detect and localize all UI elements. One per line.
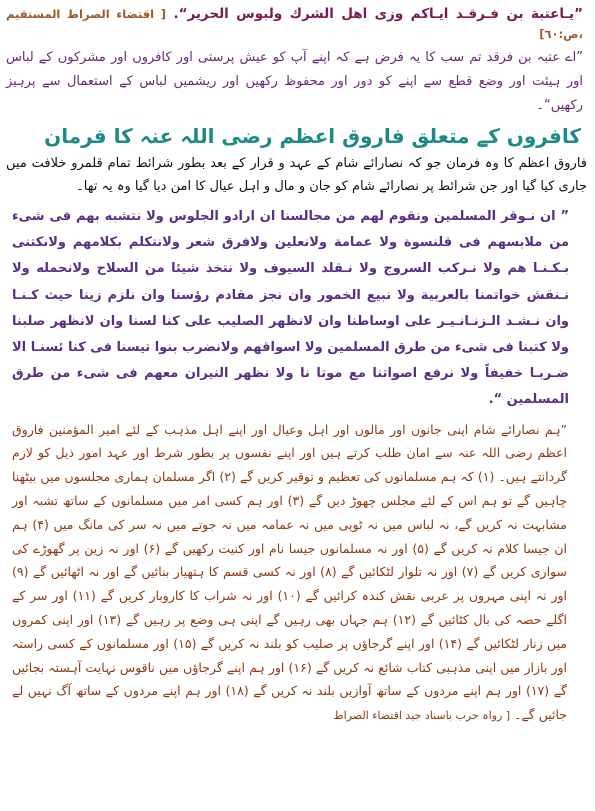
section-heading: کافروں کے متعلق فاروق اعظم رضی اللہ عنہ کا فرمان — [44, 124, 581, 148]
urdu-translation-top: ”اے عتبہ بن فرقد تم سب کا یہ فرض ہے کہ اپنے آپ کو عیش پرستی اور کافروں اور مشرکوں کے لباس اور ہیئت اور وضع قطع سے اپنے کو دور اور محفوظ رکھیں اور ریشمیں لباس کے استعمال سے پرہیز رکھیں“۔ — [6, 50, 583, 113]
arabic-quote-top-reference: [ اقتضاء الصراط المستقيم ،ص:٦٠] — [6, 7, 583, 41]
arabic-decree: ” ان نـوقر المسلمين ونقوم لهم من مجالسنا ان ارادو الجلوس ولا نتشبه بهم فى شىء من ملابسهم فى قلنسوة ولا عمامة ولانعلين ولافرق شعر ولانتكلم بكلامهم ولانكتنى بـكـنـا هم ولا نـركب السروج ولا نـقلد السيوف ولا نتخذ شيئا من السلاح ولانحمله ولا نـنقش خواتمنا بالعربية ولا نبيع الخمور وان نجز مقادم رؤسنا وان نلزم زينا حيث كـنـا وان نـشـد الـزنـانـيـر على اوساطنا وان لانظهر الصليب على كنا لسنا وان لانظهر صلبنا ولا كتبنا فى شىء من طرق المسلمين ولا اسواقهم ولانضرب بنوا تيسنا فى كنا ئسنـا الا ضـربـا خفيفاً ولا نرفع اصواتنا مع موتا نا ولا نظهر النيران معهم فى شىء من طرق المسلمين “. — [12, 209, 569, 408]
urdu-terms-reference: [ رواہ حرب باسناد جید اقتضاء الصراط — [333, 709, 511, 723]
urdu-terms-text: ”ہم نصارائے شام اپنی جانوں اور مالوں اور اہل وعیال اور اپنے اہل مذہب کے لئے امیر المؤمنین فاروق اعظم رضی اللہ عنہ سے امان طلب کرتے ہیں اور اپنے نفسوں پر بطور شرط اور عہد امور ذیل کو لازم گردانتے ہیں۔ (۱) کہ ہم مسلمانوں کی تعظیم و توقیر کریں گے (۲) اگر مسلمان ہماری مجلسوں میں بیٹھنا چاہیں گے تو ہم اس کے لئے مجلس چھوڑ دیں گے (۳) اور ہم کسی امر میں مسلمانوں کے ساتھ تشبہ اور مشابہت نہ کریں گے، نہ لباس میں نہ ٹوپی میں نہ عمامہ میں نہ جوتے میں نہ سر کی مانگ میں (۴) ہم ان جیسا کلام نہ کریں گے (۵) اور نہ مسلمانوں جیسا نام اور کنیت رکھیں گے (۶) اور نہ زین پر گھوڑے کی سواری کریں گے (۷) اور نہ تلوار لٹکائیں گے (۸) اور نہ کسی قسم کا ہتھیار بنائیں گے اور نہ اٹھائیں گے (۹) اور نہ اپنی مہروں پر عربی نقش کندہ کرائیں گے (۱۰) اور نہ شراب کا کاروبار کریں گے (۱۱) اور سر کے اگلے حصہ کی بال کٹائیں گے (۱۲) ہم جہاں بھی رہیں گے اپنی ہی وضع پر رہیں گے (۱۳) اور اپنی کمروں میں زنار لٹکائیں گے (۱۴) اور اپنے گرجاؤں پر صلیب کو بلند نہ کریں گے (۱۵) اور مسلمانوں کے کسی راستہ اور بازار میں اپنی مذہبی کتاب شائع نہ کریں گے (۱۶) اور ہم اپنے گرجاؤں میں ناقوس نہایت آہستہ بجائیں گے (۱۷) اور ہم اپنے مردوں کے ساتھ آوازیں بلند نہ کریں گے (۱۸) اور ہم اپنے مردوں کے ساتھ آگ نہیں لے جائیں گے۔ — [12, 421, 568, 723]
intro-paragraph: فاروق اعظم کا وہ فرمان جو کہ نصارائے شام کے عہد و قرار کے بعد بطور شرائط تمام قلمرو خلافت میں جاری کیا گیا اور جن شرائط پر نصارائے شام کو جان و مال و اہل عیال کا امن دیا گیا وہ یہ تھا۔ — [6, 156, 587, 194]
urdu-terms-list — [12, 418, 567, 728]
arabic-quote-top — [6, 4, 583, 44]
arabic-quote-top-text: ”يـاعتبة بن فـرقـد ايـاكم وزى اهل الشرك ولبوس الحرير“. — [173, 6, 584, 22]
